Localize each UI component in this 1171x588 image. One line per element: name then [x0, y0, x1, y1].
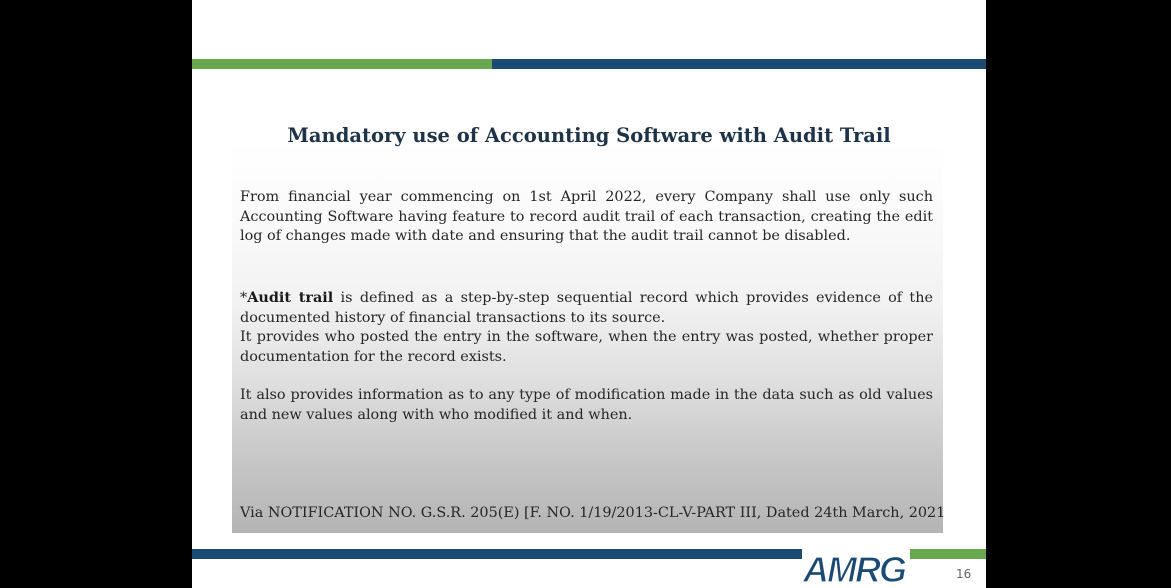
amrg-logo [802, 548, 907, 588]
top-accent-bar-blue [492, 59, 986, 69]
definition-text: is defined as a step-by-step sequential record which provides evidence of the documented history of financial transactions to its source. [240, 290, 933, 326]
paragraph-modifications: It also provides information as to any type of modification made in the data such as old values and new values along with who modified it and when. [240, 387, 933, 423]
asterisk: * [240, 290, 248, 306]
bottom-accent-bar-green [910, 549, 986, 559]
paragraph-definition [240, 288, 933, 368]
paragraph-intro: From financial year commencing on 1st April 2022, every Company shall use only such Accounting Software having feature to record audit trail of each transaction, creating the edit log of changes made with date and ensuring that the audit trail cannot be disabled. [240, 189, 933, 245]
bottom-accent-bar-blue [192, 549, 802, 559]
slide [192, 0, 986, 588]
notification-footnote: Via NOTIFICATION NO. G.S.R. 205(E) [F. NO. 1/19/2013-CL-V-PART III, Dated 24th March, 2021 [240, 505, 946, 521]
definition-line2: It provides who posted the entry in the software, when the entry was posted, whether proper documentation for the record exists. [240, 329, 933, 366]
amrg-logo-text: AMRG [803, 549, 905, 588]
page-number: 16 [956, 567, 972, 581]
top-accent-bar-green [192, 59, 492, 69]
slide-title: Mandatory use of Accounting Software with Audit Trail [287, 124, 891, 147]
audit-trail-term: Audit trail [247, 289, 334, 306]
